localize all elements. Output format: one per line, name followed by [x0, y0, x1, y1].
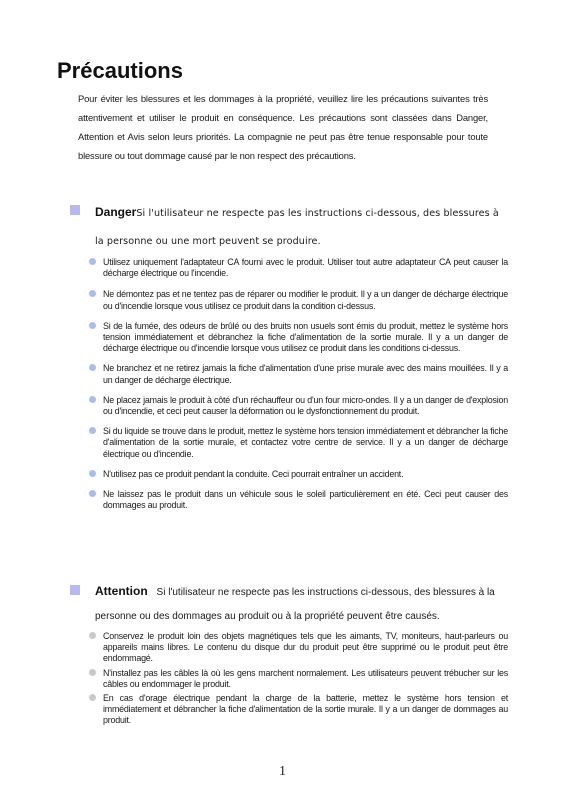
- attention-item-text: Conservez le produit loin des objets magnétiques tels que les aimants, TV, moniteurs, haut-parleurs ou appareils mains libres. Le contenu du disque dur du produit peut être supprimé ou le produit peut être endommagé.: [103, 631, 508, 664]
- page-title: Précautions: [57, 58, 183, 83]
- round-bullet-icon: [89, 396, 96, 403]
- danger-item: [70, 426, 510, 460]
- attention-title: Attention: [95, 584, 148, 598]
- round-bullet-icon: [89, 694, 96, 701]
- round-bullet-icon: [89, 490, 96, 497]
- danger-item-text: Ne démontez pas et ne tentez pas de réparer ou modifier le produit. Il y a un danger de décharge électrique ou d'incendie lorsque vous utilisez ce produit dans la condition ci-dessus.: [103, 289, 508, 311]
- danger-item: [70, 469, 510, 480]
- danger-item-text: Utilisez uniquement l'adaptateur CA fourni avec le produit. Utiliser tout autre adaptateur CA peut causer la décharge électrique ou l'incendie.: [103, 257, 508, 279]
- danger-item-text: Si du liquide se trouve dans le produit, mettez le système hors tension immédiatement et débrancher la fiche d'alimentation de la sortie murale, et contactez votre centre de service. Il y a un danger de décharge électrique ou d'incendie.: [103, 426, 508, 459]
- attention-item-text: N'installez pas les câbles là où les gens marchent normalement. Les utilisateurs peuvent trébucher sur les câbles ou endommager le produit.: [103, 667, 508, 689]
- danger-title: Danger: [95, 205, 137, 219]
- danger-heading: [70, 199, 510, 255]
- attention-heading: [70, 580, 510, 628]
- attention-item: [70, 693, 510, 727]
- attention-section: [70, 580, 510, 727]
- danger-item: [70, 257, 510, 279]
- round-bullet-icon: [89, 427, 96, 434]
- danger-item-text: N'utilisez pas ce produit pendant la conduite. Ceci pourrait entraîner un accident.: [103, 468, 404, 479]
- danger-item: [70, 395, 510, 417]
- attention-item: [70, 631, 510, 665]
- square-bullet-icon: [70, 205, 80, 215]
- danger-item-text: Ne placez jamais le produit à côté d'un réchauffeur ou d'un four micro-ondes. Il y a un danger de d'explosion ou d'incendie, et ceci peut causer la déformation ou le dysfonctionnement du produit.: [103, 394, 508, 417]
- danger-section: [70, 199, 510, 511]
- round-bullet-icon: [89, 364, 96, 371]
- round-bullet-icon: [89, 258, 96, 265]
- round-bullet-icon: [89, 632, 96, 639]
- page-number: 1: [279, 764, 286, 779]
- attention-item: [70, 668, 510, 690]
- danger-item: [70, 489, 510, 511]
- danger-item: [70, 363, 510, 385]
- round-bullet-icon: [89, 669, 96, 676]
- danger-item: [70, 289, 510, 311]
- attention-item-text: En cas d'orage électrique pendant la charge de la batterie, mettez le système hors tension et immédiatement et débrancher la fiche d'alimentation de la sortie murale. Il y a un danger de dommages au produit.: [103, 693, 508, 726]
- square-bullet-icon: [70, 585, 80, 595]
- danger-item-text: Ne laissez pas le produit dans un véhicule sous le soleil particulièrement en été. Ceci peut causer des dommages au produit.: [103, 489, 508, 511]
- danger-list: [70, 257, 510, 511]
- round-bullet-icon: [89, 290, 96, 297]
- danger-item: [70, 321, 510, 355]
- attention-description: Si l'utilisateur ne respecte pas les instructions ci-dessous, des blessures à la personne ou des dommages au produit ou à la propriété peuvent être causés.: [95, 587, 495, 622]
- danger-item-text: Ne branchez et ne retirez jamais la fiche d'alimentation d'une prise murale avec des mains mouillées. Il y a un danger de décharge électrique.: [103, 363, 508, 385]
- danger-item-text: Si de la fumée, des odeurs de brûlé ou des bruits non usuels sont émis du produit, mettez le système hors tension immédiatement et débranchez la fiche d'alimentation de la sortie murale. Il y a un danger de décharge électrique ou d'incendie lorsque vous utilisez ce produit dans les conditions ci-dessus.: [103, 320, 508, 354]
- attention-list: [70, 631, 510, 727]
- round-bullet-icon: [89, 470, 96, 477]
- round-bullet-icon: [89, 322, 96, 329]
- danger-description: Si l'utilisateur ne respecte pas les instructions ci-dessous, des blessures à la personne ou une mort peuvent se produire.: [95, 208, 499, 247]
- intro-paragraph: Pour éviter les blessures et les dommages à la propriété, veuillez lire les précautions suivantes très attentivement et utiliser le produit en conséquence. Les précautions sont classées dans Danger, Attention et Avis selon leurs priorités. La compagnie ne peut pas être tenue responsable pour toute blessure ou tout dommage causé par le non respect des précautions.: [78, 93, 488, 161]
